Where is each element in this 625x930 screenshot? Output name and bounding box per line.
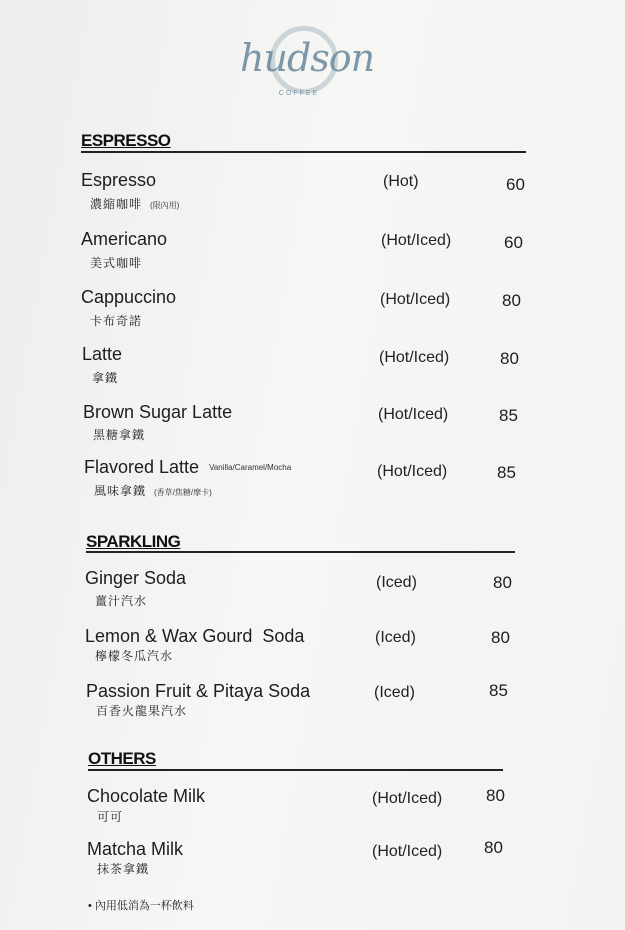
item-price: 60 bbox=[506, 175, 525, 194]
section-divider bbox=[86, 551, 515, 553]
item-name: Cappuccino bbox=[81, 287, 177, 307]
item-name: Flavored Latte Vanilla/Caramel/Mocha bbox=[84, 457, 292, 477]
item-name: Ginger Soda bbox=[85, 568, 187, 588]
item-temperature: (Hot/Iced) bbox=[379, 349, 450, 366]
item-name-zh: 檸檬冬瓜汽水 bbox=[95, 649, 174, 663]
item-temperature: (Iced) bbox=[374, 684, 415, 701]
item-name-zh: 黑糖拿鐵 bbox=[93, 428, 146, 442]
item-price: 80 bbox=[493, 573, 512, 592]
item-name: Brown Sugar Latte bbox=[83, 402, 233, 422]
item-name-zh: 美式咖啡 bbox=[90, 256, 143, 270]
item-price: 80 bbox=[484, 838, 503, 857]
item-price: 85 bbox=[499, 406, 518, 425]
item-price: 80 bbox=[502, 291, 521, 310]
item-temperature: (Hot/Iced) bbox=[377, 463, 448, 480]
item-name-zh: 風味拿鐵 (香草/焦糖/摩卡) bbox=[94, 484, 212, 498]
item-temperature: (Hot/Iced) bbox=[372, 843, 443, 860]
section-title-others: OTHERS bbox=[88, 749, 156, 768]
item-name-zh: 濃縮咖啡 (限內用) bbox=[90, 197, 180, 211]
item-name: Matcha Milk bbox=[87, 839, 184, 859]
section-divider bbox=[81, 151, 526, 153]
section-title-sparkling: SPARKLING bbox=[86, 532, 181, 551]
item-name-zh: 可可 bbox=[97, 810, 124, 824]
item-temperature: (Iced) bbox=[375, 629, 416, 646]
item-name-zh: 拿鐵 bbox=[92, 371, 119, 385]
item-name: Latte bbox=[82, 344, 123, 364]
item-price: 80 bbox=[486, 786, 505, 805]
hudson-logo bbox=[232, 24, 375, 104]
item-name: Lemon & Wax Gourd Soda bbox=[85, 626, 305, 646]
item-temperature: (Iced) bbox=[376, 574, 417, 591]
logo-wordmark: hudson bbox=[240, 36, 375, 80]
minimum-charge-note: • 內用低消為一杯飲料 bbox=[88, 900, 194, 912]
item-price: 85 bbox=[489, 681, 508, 700]
item-temperature: (Hot/Iced) bbox=[378, 406, 449, 423]
item-name-zh: 卡布奇諾 bbox=[90, 314, 143, 328]
item-price: 60 bbox=[504, 233, 523, 252]
item-name-zh: 百香火龍果汽水 bbox=[96, 704, 188, 718]
item-flavor-options: Vanilla/Caramel/Mocha bbox=[209, 463, 292, 472]
item-name-zh: 薑汁汽水 bbox=[95, 594, 148, 608]
item-name: Chocolate Milk bbox=[87, 786, 206, 806]
item-temperature: (Hot/Iced) bbox=[381, 232, 452, 249]
item-note: (限內用) bbox=[150, 201, 180, 210]
item-name: Espresso bbox=[81, 170, 157, 190]
item-temperature: (Hot/Iced) bbox=[380, 291, 451, 308]
item-price: 80 bbox=[491, 628, 510, 647]
item-name: Passion Fruit & Pitaya Soda bbox=[86, 681, 311, 701]
item-price: 85 bbox=[497, 463, 516, 482]
item-temperature: (Hot) bbox=[383, 173, 419, 190]
item-temperature: (Hot/Iced) bbox=[372, 790, 443, 807]
item-price: 80 bbox=[500, 349, 519, 368]
item-note: (香草/焦糖/摩卡) bbox=[154, 488, 212, 497]
logo-tagline: COFFEE bbox=[278, 90, 320, 97]
section-title-espresso: ESPRESSO bbox=[81, 131, 171, 150]
item-name: Americano bbox=[81, 229, 168, 249]
item-name-zh: 抹茶拿鐵 bbox=[97, 862, 150, 876]
section-divider bbox=[88, 769, 503, 771]
